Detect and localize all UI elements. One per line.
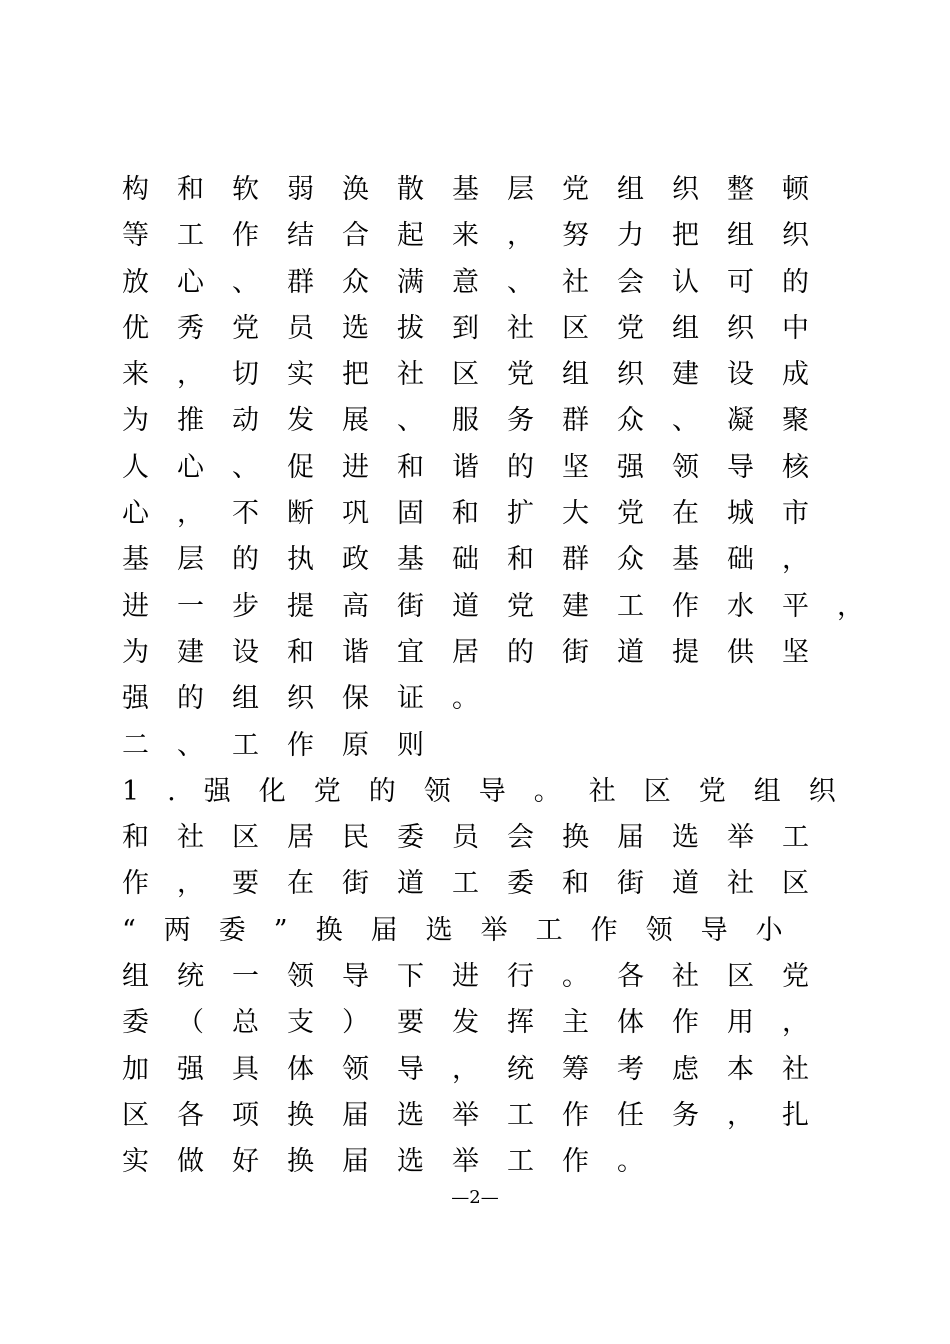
section-heading: 二、工作原则	[122, 729, 452, 761]
text-line: 为推动发展、服务群众、凝聚	[122, 405, 837, 437]
text-line: 委（总支）要发挥主体作用，	[122, 1007, 837, 1039]
text-line: 基层的执政基础和群众基础，	[122, 544, 837, 576]
page-number: —2—	[451, 1187, 499, 1208]
text-line: 人心、促进和谐的坚强领导核	[122, 451, 837, 483]
text-line: 构和软弱涣散基层党组织整顿	[122, 174, 837, 205]
text-line: 等工作结合起来，努力把组织	[122, 220, 837, 252]
text-line: 强的组织保证。	[122, 683, 507, 715]
text-line: 实做好换届选举工作。	[122, 1146, 672, 1178]
text-line: 优秀党员选拔到社区党组织中	[122, 312, 837, 344]
text-line: 加强具体领导，统筹考虑本社	[122, 1053, 837, 1085]
text-line: 区各项换届选举工作任务，扎	[122, 1099, 837, 1131]
text-line: “两委”换届选举工作领导小	[122, 914, 811, 946]
text-line: 放心、群众满意、社会认可的	[122, 266, 837, 298]
body-text	[122, 167, 892, 1186]
text-line: 1.强化党的领导。社区党组织	[122, 775, 864, 807]
text-line: 为建设和谐宜居的街道提供坚	[122, 636, 837, 668]
text-line: 组统一领导下进行。各社区党	[122, 961, 837, 993]
text-line: 和社区居民委员会换届选举工	[122, 822, 837, 854]
text-line: 来，切实把社区党组织建设成	[122, 359, 837, 391]
text-line: 作，要在街道工委和街道社区	[122, 868, 837, 900]
text-line: 心，不断巩固和扩大党在城市	[122, 498, 837, 530]
text-line: 进一步提高街道党建工作水平，	[122, 590, 892, 622]
